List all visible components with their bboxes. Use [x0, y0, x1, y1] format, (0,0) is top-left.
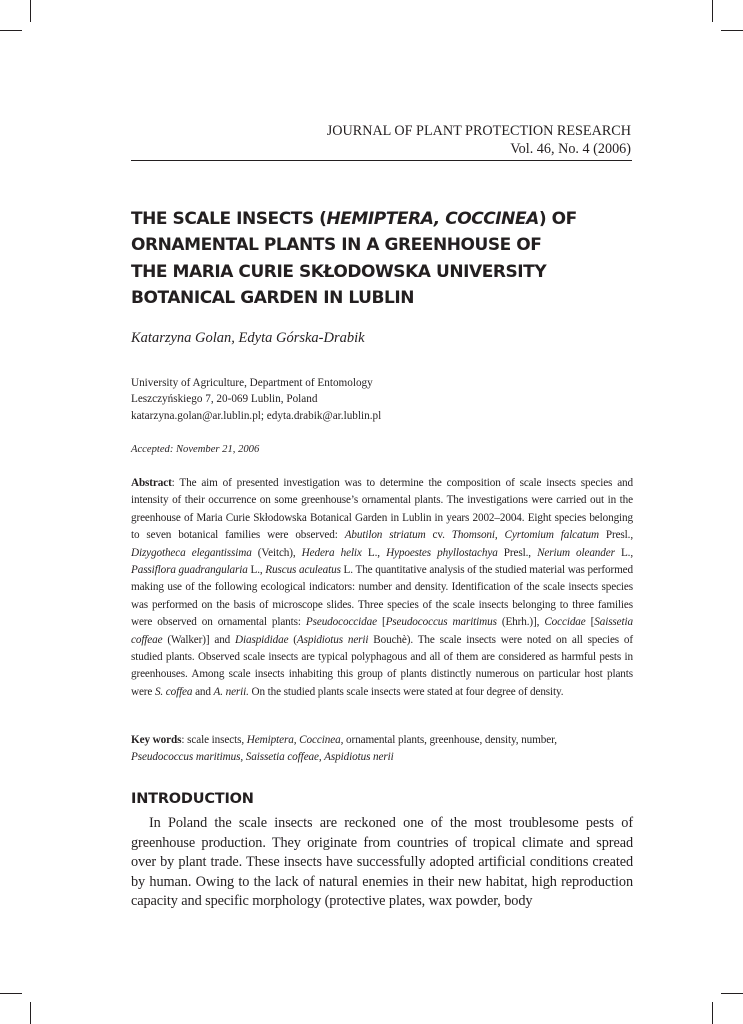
abstract-taxon: Ruscus aculeatus [265, 564, 341, 577]
abstract-taxon: Saissetia coffeae [131, 616, 633, 646]
keywords-text: : scale insects, [181, 734, 247, 746]
journal-volume: Vol. 46, No. 4 (2006) [510, 141, 631, 157]
abstract-taxon: Hypoestes phyllostachya [386, 546, 498, 559]
keywords [131, 732, 633, 767]
affiliation-line: Leszczyńskiego 7, 20-069 Lublin, Poland [131, 393, 318, 406]
keywords-text: ornamental plants, greenhouse, density, number, [343, 734, 557, 746]
abstract-text: L., [361, 546, 387, 559]
affiliation-line: University of Agriculture, Department of Entomology [131, 377, 373, 389]
abstract-text: : The aim of presented investigation was to determine the composition of scale insects species and intensity of their occurrence on some greenhouse’s ornamental plants. The investigations were carried out in the greenhouse of Maria Curie Skłodowska Botanical Garden in Lublin in years 2002–2004. Eight species belonging to seven botanical families were observed: [131, 477, 633, 542]
abstract-taxon: Nerium oleander [537, 546, 615, 559]
abstract-text: [ [376, 616, 386, 629]
abstract-label: Abstract [131, 477, 172, 489]
abstract-text: cv. [425, 529, 452, 542]
affiliation [131, 375, 631, 424]
crop-mark [0, 30, 22, 31]
abstract-taxon: Aspidiotus nerii [296, 633, 369, 646]
abstract-text: Presl., [497, 546, 538, 559]
accepted-date: Accepted: November 21, 2006 [131, 444, 260, 455]
crop-mark [30, 1002, 31, 1024]
title-taxon: HEMIPTERA, COCCINEA [326, 209, 539, 229]
crop-mark [712, 1002, 713, 1024]
authors: Katarzyna Golan, Edyta Górska-Drabik [131, 330, 365, 346]
abstract-taxon: Pseudococcidae [305, 616, 377, 629]
crop-mark [721, 993, 743, 994]
keywords-taxon: Pseudococcus maritimus, Saissetia coffeae, Aspidiotus nerii [131, 751, 394, 764]
abstract-taxon: Dizygotheca elegantissima [131, 546, 252, 559]
abstract-text: ( [288, 633, 297, 646]
abstract-text: Presl., [598, 529, 633, 542]
crop-mark [30, 0, 31, 22]
abstract-text: L., [614, 546, 634, 559]
abstract-text: (Ehrh.)], [496, 616, 545, 629]
article-title [131, 206, 651, 312]
crop-mark [721, 30, 743, 31]
abstract-taxon: Pseudococcus maritimus [385, 616, 497, 629]
abstract-taxon: Thomsoni, Cyrtomium falcatum [451, 529, 599, 542]
crop-mark [0, 993, 22, 994]
title-line: THE MARIA CURIE SKŁODOWSKA UNIVERSITY [131, 261, 547, 282]
abstract-taxon: A. nerii. [213, 685, 249, 698]
abstract-taxon: Diaspididae [235, 633, 289, 646]
title-text: THE SCALE INSECTS ( [131, 209, 327, 229]
header-rule [131, 160, 632, 161]
title-line: ORNAMENTAL PLANTS IN A GREENHOUSE OF [131, 235, 542, 256]
abstract-taxon: Coccidae [544, 616, 586, 629]
title-text: ) OF [538, 209, 577, 229]
section-heading-introduction: INTRODUCTION [131, 791, 254, 807]
abstract-taxon: Abutilon striatum [344, 529, 426, 542]
abstract-text: L. The quantitative analysis of the studied material was performed making use of the following ecological indicators: number and density. Identification of the scale insects species was performed on the basis of microscope slides. Three species of the scale insects belonging to three families were observed on ornamental plants: [131, 564, 633, 629]
keywords-label: Key words [131, 734, 182, 746]
keywords-taxon: Hemiptera, Coccinea, [246, 734, 344, 746]
title-line: BOTANICAL GARDEN IN LUBLIN [131, 288, 414, 309]
journal-header [327, 122, 631, 158]
author-emails: katarzyna.golan@ar.lublin.pl; edyta.drabik@ar.lublin.pl [131, 409, 382, 422]
crop-mark [712, 0, 713, 22]
abstract-text: (Walker)] and [162, 633, 236, 646]
abstract-text: and [192, 685, 214, 698]
abstract-taxon: Passiflora guadrangularia [131, 564, 248, 577]
abstract-taxon: Hedera helix [301, 546, 362, 559]
abstract-taxon: S. coffea [154, 685, 193, 698]
abstract-text: Bouchè). The scale insects were noted on all species of studied plants. Observed scale insects are typical polyphagous and all of them are considered as harmful pests in greenhouses. Among scale insects inhabiting this group of plants distinctly numerous on particular host plants were [131, 633, 634, 698]
abstract-text: (Veitch), [251, 546, 302, 559]
abstract [131, 475, 633, 701]
journal-name: JOURNAL OF PLANT PROTECTION RESEARCH [326, 123, 631, 139]
introduction-paragraph: In Poland the scale insects are reckoned one of the most troublesome pests of greenhouse production. They originate from countries of tropical climate and spread over by plant trade. These insects have successfully adopted artificial conditions created by human. Owing to the lack of natural enemies in their new habitat, high reproduction capacity and specific morphology (protective plates, wax powder, body [131, 815, 633, 909]
abstract-text: L., [247, 564, 266, 577]
abstract-text: [ [585, 616, 595, 629]
abstract-text: On the studied plants scale insects were stated at four degree of density. [248, 685, 564, 698]
